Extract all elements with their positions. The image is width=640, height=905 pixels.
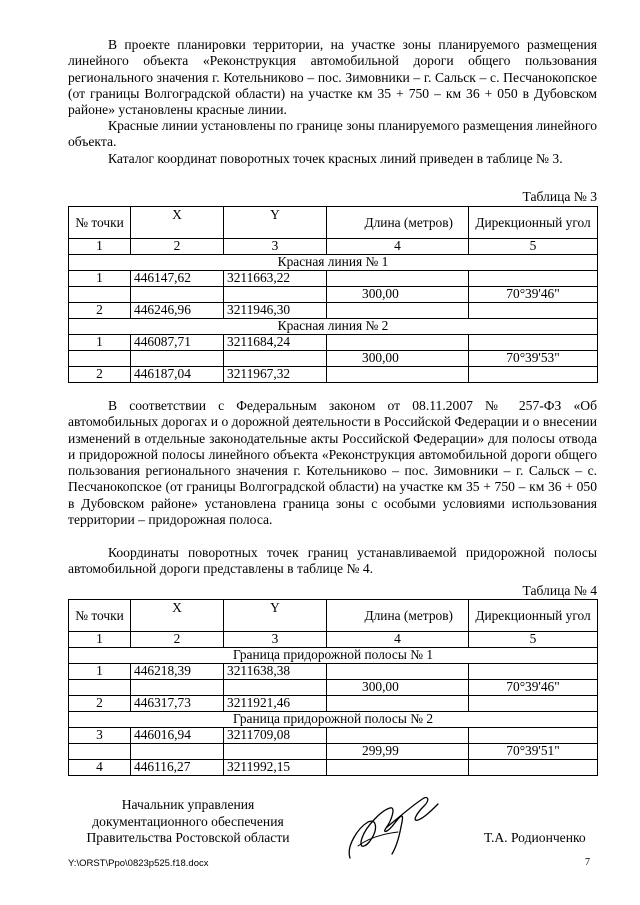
section-title-row xyxy=(69,255,598,271)
table-row xyxy=(69,728,598,744)
angle-cell xyxy=(469,303,598,319)
length-value: 300,00 xyxy=(327,287,469,303)
length-cell xyxy=(327,271,469,287)
x-value: 446087,71 xyxy=(131,335,224,351)
paragraph-1: В проекте планировки территории, на участке зоны планируемого размещения линейного объекта «Реконструкция автомобильной дороги общего пользования регионального значения г. Котельниково – пос. Зимовники – г. Сальск – с. Песчанокопское (от границы Волгоградской области) на участке км 35 + 750 – км 36 + 050 в Дубовском районе» установлены красные линии. xyxy=(68,37,597,118)
table-row xyxy=(69,696,598,712)
length-cell xyxy=(327,696,469,712)
header-num: № точки xyxy=(69,600,131,632)
length-cell xyxy=(327,664,469,680)
header-direction: Дирекционный угол xyxy=(469,207,598,239)
point-number: 3 xyxy=(69,728,131,744)
length-value: 300,00 xyxy=(327,680,469,696)
table-header-row xyxy=(69,207,598,239)
empty-cell xyxy=(69,744,131,760)
x-value: 446116,27 xyxy=(131,760,224,776)
x-value: 446016,94 xyxy=(131,728,224,744)
empty-cell xyxy=(131,351,224,367)
col-number: 1 xyxy=(69,239,131,255)
table-4 xyxy=(68,599,598,776)
position-line: документационного обеспечения xyxy=(92,813,284,829)
y-value: 3211967,32 xyxy=(224,367,327,383)
col-number: 3 xyxy=(224,239,327,255)
empty-cell xyxy=(224,744,327,760)
empty-cell xyxy=(69,680,131,696)
section-title-row xyxy=(69,712,598,728)
angle-value: 70°39'46" xyxy=(469,287,598,303)
section-title: Граница придорожной полосы № 2 xyxy=(69,712,598,728)
paragraph-3: Каталог координат поворотных точек красных линий приведен в таблице № 3. xyxy=(108,151,563,166)
empty-cell xyxy=(224,680,327,696)
header-x: X xyxy=(131,207,224,239)
angle-cell xyxy=(469,367,598,383)
point-number: 2 xyxy=(69,303,131,319)
header-y: Y xyxy=(224,207,327,239)
footer-file-path: Y:\ORST\Ppo\0823p525.f18.docx xyxy=(68,858,209,869)
angle-cell xyxy=(469,696,598,712)
angle-cell xyxy=(469,728,598,744)
table-3 xyxy=(68,206,598,383)
empty-cell xyxy=(131,287,224,303)
point-number: 2 xyxy=(69,696,131,712)
header-num: № точки xyxy=(69,207,131,239)
y-value: 3211684,24 xyxy=(224,335,327,351)
point-number: 1 xyxy=(69,271,131,287)
section-title: Граница придорожной полосы № 1 xyxy=(69,648,598,664)
col-number: 2 xyxy=(131,239,224,255)
table-row xyxy=(69,760,598,776)
length-value: 300,00 xyxy=(327,351,469,367)
table-row xyxy=(69,287,598,303)
column-number-row xyxy=(69,239,598,255)
point-number: 2 xyxy=(69,367,131,383)
point-number: 1 xyxy=(69,335,131,351)
col-number: 4 xyxy=(327,239,469,255)
empty-cell xyxy=(224,351,327,367)
header-length: Длина (метров) xyxy=(327,600,469,632)
col-number: 1 xyxy=(69,632,131,648)
signatory-name: Т.А. Родионченко xyxy=(484,830,586,845)
header-x: X xyxy=(131,600,224,632)
paragraph-2: Красные линии установлены по границе зоны планируемого размещения линейного объекта. xyxy=(68,118,597,150)
paragraph-4: В соответствии с Федеральным законом от 08.11.2007 № 257-ФЗ «Об автомобильных дорогах и о дорожной деятельности в Российской Федерации и о внесении изменений в отдельные законодательные акты Российской Федерации» для полосы отвода и придорожной полосы линейного объекта «Реконструкция автомобильной дороги общего пользования регионального значения г. Котельниково – пос. Зимовники – г. Сальск – с. Песчанокопское (от границы Волгоградской области) на участке км 35 + 750 – км 36 + 050 в Дубовском районе» установлена граница зоны с особыми условиями использования территории – придорожная полоса. xyxy=(68,398,597,528)
col-number: 4 xyxy=(327,632,469,648)
position-line: Начальник управления xyxy=(121,797,255,812)
point-number: 1 xyxy=(69,664,131,680)
empty-cell xyxy=(69,287,131,303)
y-value: 3211992,15 xyxy=(224,760,327,776)
point-number: 4 xyxy=(69,760,131,776)
column-number-row xyxy=(69,632,598,648)
table-3-caption: Таблица № 3 xyxy=(522,189,597,204)
y-value: 3211921,46 xyxy=(224,696,327,712)
signatory-position xyxy=(68,797,308,847)
y-value: 3211663,22 xyxy=(224,271,327,287)
empty-cell xyxy=(224,287,327,303)
col-number: 5 xyxy=(469,239,598,255)
paragraph-5: Координаты поворотных точек границ устанавливаемой придорожной полосы автомобильной дороги представлены в таблице № 4. xyxy=(68,545,597,577)
col-number: 2 xyxy=(131,632,224,648)
x-value: 446246,96 xyxy=(131,303,224,319)
section-title: Красная линия № 2 xyxy=(69,319,598,335)
table-row xyxy=(69,271,598,287)
length-cell xyxy=(327,303,469,319)
table-row xyxy=(69,351,598,367)
angle-cell xyxy=(469,664,598,680)
angle-cell xyxy=(469,335,598,351)
table-header-row xyxy=(69,600,598,632)
page-number: 7 xyxy=(585,857,590,868)
header-y: Y xyxy=(224,600,327,632)
x-value: 446218,39 xyxy=(131,664,224,680)
position-line: Правительства Ростовской области xyxy=(86,830,290,845)
x-value: 446147,62 xyxy=(131,271,224,287)
section-title: Красная линия № 1 xyxy=(69,255,598,271)
y-value: 3211709,08 xyxy=(224,728,327,744)
y-value: 3211638,38 xyxy=(224,664,327,680)
col-number: 3 xyxy=(224,632,327,648)
length-cell xyxy=(327,367,469,383)
angle-value: 70°39'53" xyxy=(469,351,598,367)
col-number: 5 xyxy=(469,632,598,648)
header-length: Длина (метров) xyxy=(327,207,469,239)
angle-cell xyxy=(469,760,598,776)
table-row xyxy=(69,680,598,696)
table-row xyxy=(69,744,598,760)
table-row xyxy=(69,664,598,680)
table-row xyxy=(69,303,598,319)
y-value: 3211946,30 xyxy=(224,303,327,319)
table-row xyxy=(69,335,598,351)
x-value: 446317,73 xyxy=(131,696,224,712)
x-value: 446187,04 xyxy=(131,367,224,383)
table-row xyxy=(69,367,598,383)
section-title-row xyxy=(69,648,598,664)
length-cell xyxy=(327,335,469,351)
section-title-row xyxy=(69,319,598,335)
empty-cell xyxy=(131,744,224,760)
length-cell xyxy=(327,728,469,744)
length-cell xyxy=(327,760,469,776)
angle-value: 70°39'51" xyxy=(469,744,598,760)
table-4-caption: Таблица № 4 xyxy=(522,583,597,598)
empty-cell xyxy=(131,680,224,696)
angle-value: 70°39'46" xyxy=(469,680,598,696)
length-value: 299,99 xyxy=(327,744,469,760)
header-direction: Дирекционный угол xyxy=(469,600,598,632)
angle-cell xyxy=(469,271,598,287)
empty-cell xyxy=(69,351,131,367)
handwritten-signature xyxy=(328,788,448,868)
